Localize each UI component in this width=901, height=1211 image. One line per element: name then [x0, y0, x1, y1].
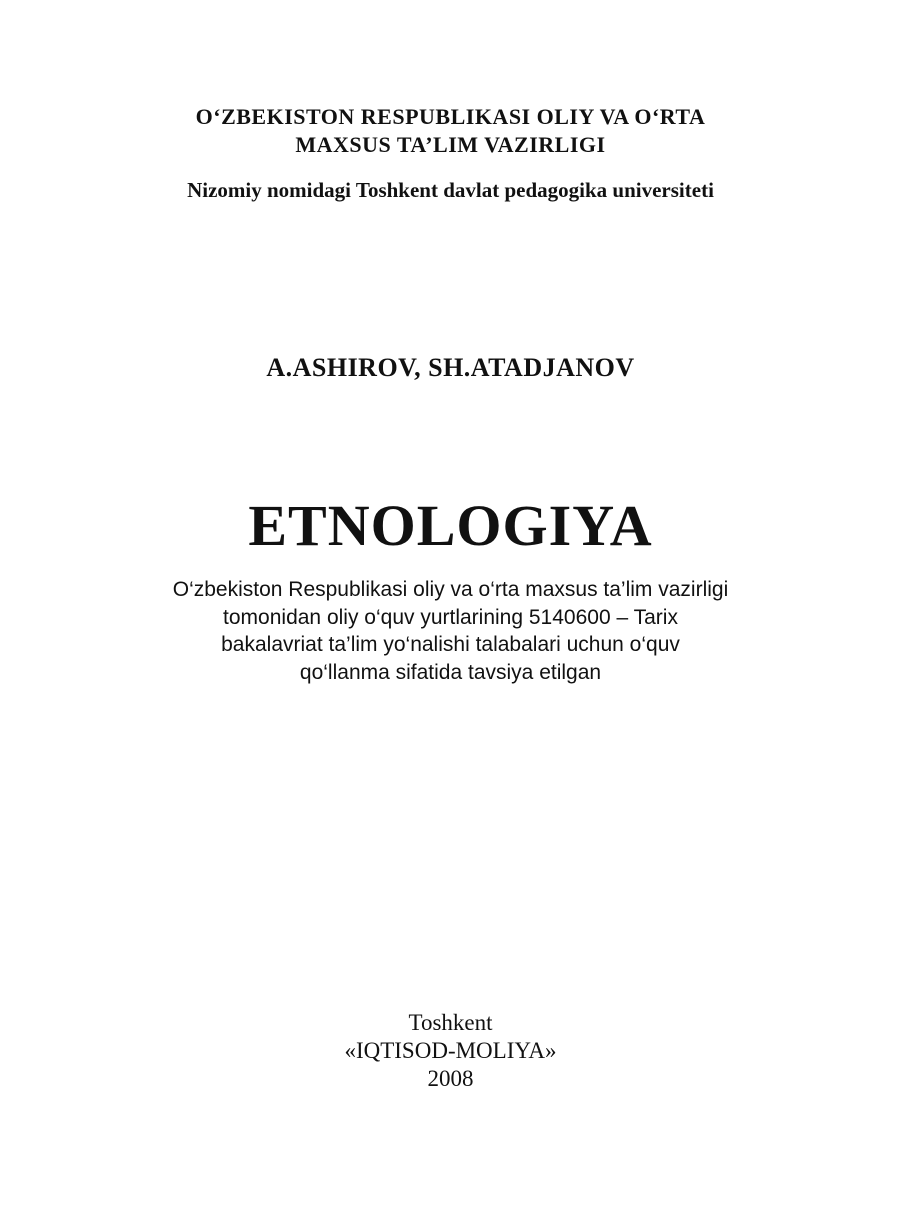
authors: A.ASHIROV, SH.ATADJANOV [266, 353, 635, 382]
recommendation-line-1: O‘zbekiston Respublikasi oliy va o‘rta maxsus ta’lim vazirligi [172, 578, 729, 601]
imprint-publisher: «IQTISOD-MOLIYA» [344, 1038, 557, 1063]
recommendation-line-2: tomonidan oliy o‘quv yurtlarining 5140600 – Tarix [223, 606, 678, 629]
ministry-line-2: MAXSUS TA’LIM VAZIRLIGI [295, 132, 606, 157]
book-title: ETNOLOGIYA [248, 493, 653, 558]
imprint-city: Toshkent [408, 1010, 493, 1035]
recommendation-line-3: bakalavriat ta’lim yo‘nalishi talabalari uchun o‘quv [221, 633, 680, 656]
ministry-line-1: O‘ZBEKISTON RESPUBLIKASI OLIY VA O‘RTA [195, 104, 706, 129]
imprint-year: 2008 [427, 1066, 474, 1091]
recommendation-line-4: qo‘llanma sifatida tavsiya etilgan [299, 661, 602, 684]
university-name: Nizomiy nomidagi Toshkent davlat pedagogika universiteti [187, 178, 714, 202]
